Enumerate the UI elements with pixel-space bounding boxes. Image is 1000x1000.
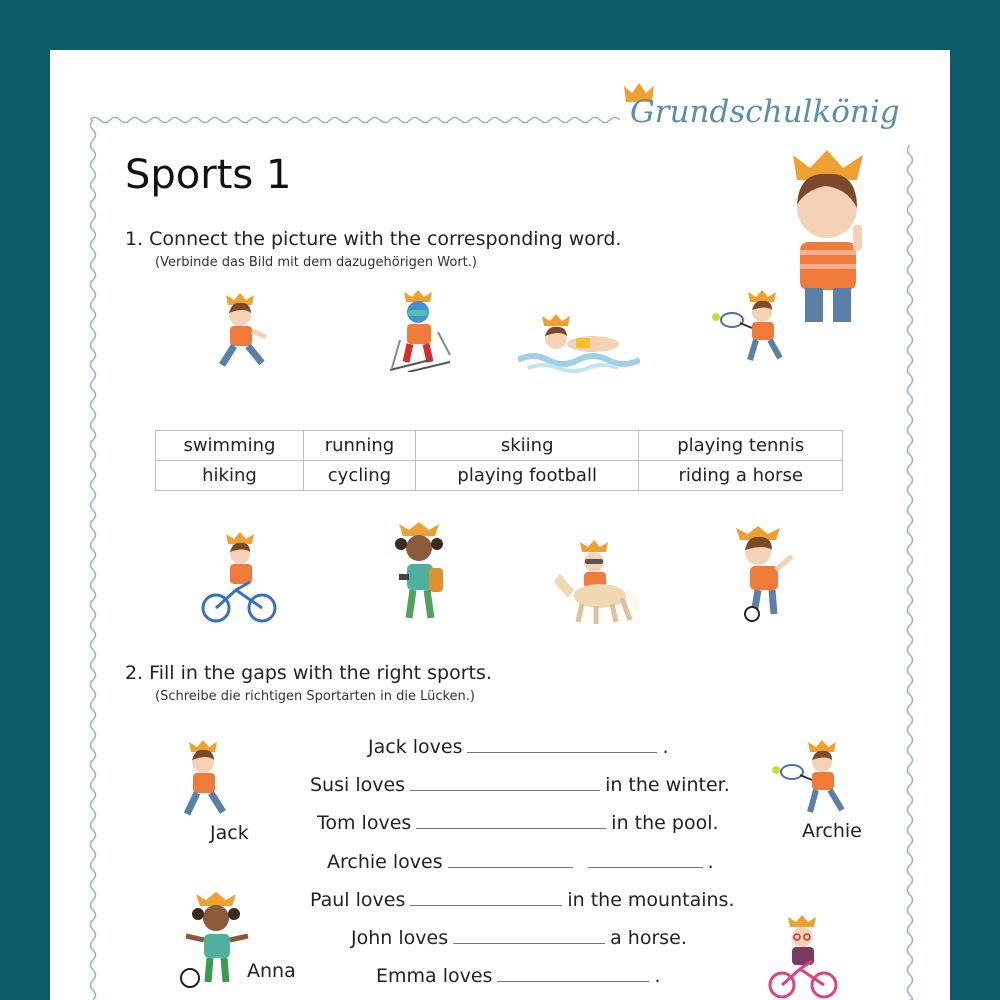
cycling-boy-icon (200, 532, 278, 624)
name-anna: Anna (247, 960, 296, 982)
wavy-border-left (88, 120, 98, 1000)
sentence-text: Paul loves (310, 889, 406, 911)
sentence-text: Susi loves (310, 774, 406, 796)
sentence-text: Tom loves (317, 812, 412, 834)
sentence-text: . (654, 965, 661, 987)
word-cell: swimming (156, 431, 304, 461)
answer-gap[interactable] (453, 927, 605, 944)
word-row (156, 431, 843, 461)
word-cell: skiing (415, 431, 638, 461)
name-archie: Archie (802, 820, 862, 842)
name-jack: Jack (210, 822, 249, 844)
word-cell: cycling (303, 461, 415, 491)
sentence-text: in the pool. (611, 812, 719, 834)
answer-gap[interactable] (410, 889, 562, 906)
sentence-text: a horse. (610, 927, 687, 949)
worksheet-page (50, 50, 950, 1000)
sentence-text: . (662, 736, 669, 758)
sentence-text: in the mountains. (567, 889, 735, 911)
sentence-3 (317, 812, 719, 834)
wavy-border-top (90, 115, 620, 125)
sentence-6 (351, 927, 687, 949)
horse-riding-boy-icon (550, 540, 640, 625)
word-cell: running (303, 431, 415, 461)
task1-heading: 1. Connect the picture with the corresponding word. (125, 228, 622, 250)
jack-running-icon (175, 740, 255, 822)
answer-gap[interactable] (416, 812, 606, 829)
word-cell: riding a horse (639, 461, 843, 491)
sentence-1 (368, 736, 669, 758)
football-boy-icon (730, 522, 810, 622)
sentence-text: in the winter. (605, 774, 730, 796)
sentence-text: Archie loves (327, 851, 443, 873)
sentence-text: Emma loves (376, 965, 493, 987)
answer-gap[interactable] (448, 851, 573, 868)
brand-name: Grundschulkönig (630, 94, 900, 130)
sentence-text: . (707, 851, 714, 873)
sentence-text: John loves (351, 927, 449, 949)
swimming-boy-icon (518, 312, 640, 374)
task2-subheading: (Schreibe die richtigen Sportarten in die Lücken.) (155, 689, 475, 704)
answer-gap[interactable] (410, 774, 600, 791)
brand-logo (630, 82, 930, 132)
word-cell: playing tennis (639, 431, 843, 461)
sentence-4 (327, 851, 714, 873)
word-cell: playing football (415, 461, 638, 491)
anna-football-icon (178, 890, 258, 990)
word-row (156, 461, 843, 491)
word-cell: hiking (156, 461, 304, 491)
sentence-2 (310, 774, 730, 796)
wavy-border-right (905, 145, 915, 1000)
answer-gap[interactable] (588, 851, 703, 868)
word-table (155, 430, 843, 491)
hiking-girl-icon (385, 520, 455, 625)
tennis-boy-icon (710, 290, 810, 370)
page-title: Sports 1 (125, 152, 292, 198)
answer-gap[interactable] (467, 736, 657, 753)
task2-heading: 2. Fill in the gaps with the right sports. (125, 662, 492, 684)
task1-subheading: (Verbinde das Bild mit dem dazugehörigen Wort.) (155, 255, 477, 270)
archie-tennis-icon (768, 740, 868, 820)
sentence-5 (310, 889, 735, 911)
emma-cycling-icon (768, 915, 838, 1000)
running-boy-icon (210, 293, 280, 373)
answer-gap[interactable] (497, 965, 649, 982)
skiing-boy-icon (380, 290, 460, 372)
sentence-text: Jack loves (368, 736, 463, 758)
sentence-7 (376, 965, 661, 987)
